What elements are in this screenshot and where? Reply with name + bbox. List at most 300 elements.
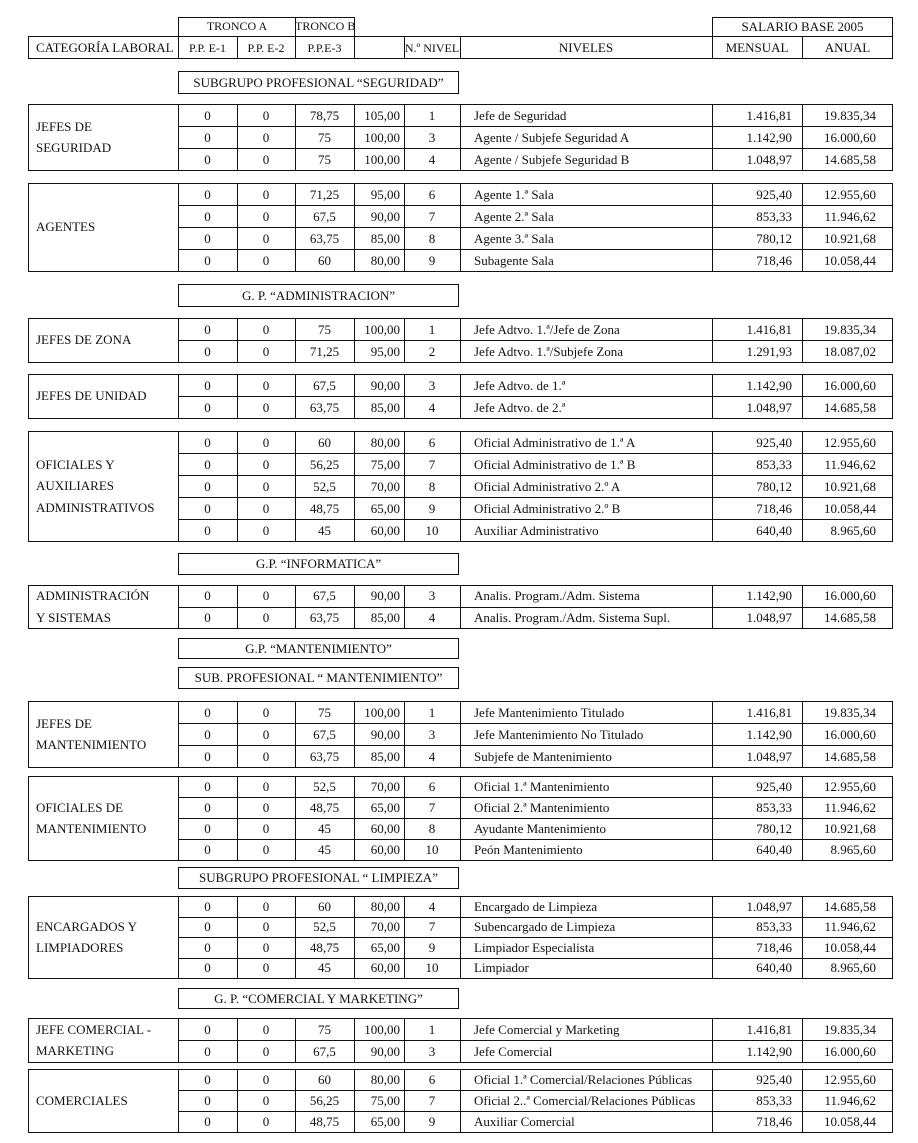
header-anual: ANUAL [824,40,871,55]
nivel-name-cell: Ayudante Mantenimiento [474,821,607,836]
ppe2-cell: 0 [262,523,270,538]
anual-cell: 12.955,60 [824,779,876,794]
nivel-name-cell: Oficial 2.ª Mantenimiento [474,800,610,815]
nivel-cell: 8 [428,821,436,836]
header-ppe2: P.P. E-2 [247,41,285,55]
mensual-cell: 853,33 [756,800,792,815]
total-cell: 85,00 [370,610,400,625]
row-line [178,937,893,938]
mensual-cell: 780,12 [756,821,792,836]
anual-cell: 8.965,60 [830,523,876,538]
nivel-name-cell: Jefe Comercial [474,1044,553,1059]
mensual-cell: 1.048,97 [746,610,792,625]
ppe1-cell: 0 [204,1022,211,1037]
category-label: COMERCIALES [36,1093,128,1108]
ppe2-cell: 0 [262,400,270,415]
anual-cell: 11.946,62 [824,1093,876,1108]
ppe2-cell: 0 [262,187,270,202]
row-line [178,797,893,798]
ppe3-cell: 45 [318,960,331,975]
mensual-cell: 640,40 [756,842,792,857]
category-label: OFICIALES DE [36,800,124,815]
mensual-cell: 853,33 [756,209,792,224]
nivel-cell: 9 [428,940,436,955]
total-cell: 90,00 [370,209,400,224]
nivel-cell: 9 [428,1114,436,1129]
category-label: OFICIALES Y [36,457,115,472]
ppe3-cell: 56,25 [309,457,340,472]
anual-cell: 16.000,60 [824,727,876,742]
total-cell: 60,00 [370,821,400,836]
ppe1-cell: 0 [204,919,211,934]
anual-cell: 16.000,60 [824,588,876,603]
nivel-cell: 7 [428,457,436,472]
total-cell: 90,00 [370,378,400,393]
nivel-cell: 9 [428,253,436,268]
nivel-name-cell: Oficial 1.ª Mantenimiento [474,779,610,794]
mensual-cell: 853,33 [756,457,792,472]
ppe3-cell: 71,25 [309,344,340,359]
ppe3-cell: 48,75 [309,940,340,955]
category-label: LIMPIADORES [36,940,124,955]
row-line [178,745,893,746]
ppe3-cell: 63,75 [309,400,340,415]
category-label: ENCARGADOS Y [36,919,137,934]
mensual-cell: 718,46 [756,1114,792,1129]
total-cell: 100,00 [364,130,400,145]
nivel-name-cell: Oficial Administrativo de 1.ª B [474,457,636,472]
mensual-cell: 1.142,90 [746,588,792,603]
subgroup-sub-mantenimiento: SUB. PROFESIONAL “ MANTENIMIENTO” [178,667,459,689]
anual-cell: 10.058,44 [824,501,876,516]
ppe3-cell: 67,5 [313,378,336,393]
category-label: Y SISTEMAS [36,610,112,625]
ppe2-cell: 0 [262,231,270,246]
total-cell: 70,00 [370,919,400,934]
mensual-cell: 780,12 [756,479,792,494]
ppe2-cell: 0 [262,842,270,857]
row-line [178,148,893,149]
ppe2-cell: 0 [262,821,270,836]
ppe3-cell: 45 [318,842,331,857]
row-line [178,839,893,840]
category-label: JEFES DE [36,716,92,731]
category-label: JEFE COMERCIAL - [36,1022,152,1037]
row-line [178,205,893,206]
nivel-name-cell: Agente / Subjefe Seguridad B [474,152,630,167]
ppe2-cell: 0 [262,378,270,393]
mensual-cell: 1.048,97 [746,152,792,167]
mensual-cell: 1.048,97 [746,899,792,914]
nivel-name-cell: Analis. Program./Adm. Sistema Supl. [474,610,671,625]
nivel-name-cell: Limpiador [474,960,529,975]
nivel-name-cell: Subjefe de Mantenimiento [474,749,612,764]
total-cell: 80,00 [370,253,400,268]
nivel-name-cell: Agente 2.ª Sala [474,209,554,224]
total-cell: 100,00 [364,705,400,720]
total-cell: 70,00 [370,779,400,794]
mensual-cell: 780,12 [756,231,792,246]
ppe1-cell: 0 [204,588,211,603]
total-cell: 90,00 [370,727,400,742]
mensual-cell: 640,40 [756,523,792,538]
ppe2-cell: 0 [262,152,270,167]
ppe3-cell: 75 [318,705,331,720]
total-cell: 70,00 [370,479,400,494]
row-line [178,227,893,228]
nivel-cell: 7 [428,209,436,224]
nivel-cell: 3 [428,1044,436,1059]
anual-cell: 11.946,62 [824,800,876,815]
mensual-cell: 718,46 [756,940,792,955]
anual-cell: 11.946,62 [824,457,876,472]
mensual-cell: 718,46 [756,253,792,268]
nivel-name-cell: Oficial Administrativo 2.º B [474,501,621,516]
total-cell: 90,00 [370,1044,400,1059]
total-cell: 80,00 [370,899,400,914]
mensual-cell: 1.048,97 [746,749,792,764]
anual-cell: 11.946,62 [824,919,876,934]
header-niveles: NIVELES [558,40,614,55]
total-cell: 100,00 [364,1022,400,1037]
ppe1-cell: 0 [204,501,211,516]
nivel-cell: 9 [428,501,436,516]
anual-cell: 16.000,60 [824,1044,876,1059]
nivel-cell: 8 [428,479,436,494]
ppe2-cell: 0 [262,1022,270,1037]
total-cell: 60,00 [370,960,400,975]
mensual-cell: 640,40 [756,960,792,975]
ppe3-cell: 45 [318,821,331,836]
ppe2-cell: 0 [262,779,270,794]
ppe1-cell: 0 [204,899,211,914]
nivel-cell: 1 [428,1022,436,1037]
mensual-cell: 1.416,81 [746,1022,792,1037]
ppe2-cell: 0 [262,1093,270,1108]
anual-cell: 19.835,34 [824,705,876,720]
ppe1-cell: 0 [204,800,211,815]
ppe1-cell: 0 [204,253,211,268]
nivel-name-cell: Subencargado de Limpieza [474,919,616,934]
total-cell: 95,00 [370,187,400,202]
total-cell: 85,00 [370,400,400,415]
anual-cell: 19.835,34 [824,322,876,337]
ppe3-cell: 63,75 [309,610,340,625]
anual-cell: 12.955,60 [824,435,876,450]
ppe2-cell: 0 [262,1072,270,1087]
nivel-cell: 4 [428,400,436,415]
category-label: MANTENIMIENTO [36,737,147,752]
mensual-cell: 1.142,90 [746,130,792,145]
ppe1-cell: 0 [204,1044,211,1059]
ppe3-cell: 67,5 [313,1044,336,1059]
anual-cell: 10.058,44 [824,1114,876,1129]
anual-cell: 14.685,58 [824,400,876,415]
nivel-name-cell: Jefe Adtvo. de 2.ª [474,400,566,415]
ppe3-cell: 48,75 [309,501,340,516]
ppe2-cell: 0 [262,705,270,720]
ppe1-cell: 0 [204,152,211,167]
anual-cell: 11.946,62 [824,209,876,224]
nivel-name-cell: Peón Mantenimiento [474,842,583,857]
anual-cell: 18.087,02 [824,344,876,359]
ppe1-cell: 0 [204,1114,211,1129]
ppe1-cell: 0 [204,378,211,393]
mensual-cell: 1.142,90 [746,1044,792,1059]
nivel-cell: 7 [428,919,436,934]
ppe2-cell: 0 [262,435,270,450]
ppe2-cell: 0 [262,130,270,145]
mensual-cell: 925,40 [756,1072,792,1087]
total-cell: 65,00 [370,800,400,815]
ppe3-cell: 48,75 [309,800,340,815]
nivel-cell: 6 [428,187,436,202]
nivel-cell: 3 [428,378,436,393]
ppe1-cell: 0 [204,457,211,472]
nivel-cell: 3 [428,130,436,145]
ppe1-cell: 0 [204,940,211,955]
ppe1-cell: 0 [204,749,211,764]
row-line [178,917,893,918]
anual-cell: 14.685,58 [824,899,876,914]
nivel-name-cell: Limpiador Especialista [474,940,595,955]
ppe1-cell: 0 [204,523,211,538]
mensual-cell: 1.142,90 [746,378,792,393]
subgroup-informatica: G.P. “INFORMATICA” [178,553,459,575]
mensual-cell: 853,33 [756,919,792,934]
total-cell: 90,00 [370,588,400,603]
column-line [460,431,461,541]
anual-cell: 19.835,34 [824,108,876,123]
column-line [460,1069,461,1132]
ppe3-cell: 67,5 [313,588,336,603]
total-cell: 100,00 [364,322,400,337]
ppe3-cell: 60 [318,1072,331,1087]
nivel-name-cell: Analis. Program./Adm. Sistema [474,588,640,603]
nivel-name-cell: Jefe Comercial y Marketing [474,1022,620,1037]
mensual-cell: 925,40 [756,779,792,794]
subgroup-limpieza: SUBGRUPO PROFESIONAL “ LIMPIEZA” [178,867,459,889]
mensual-cell: 1.291,93 [746,344,792,359]
nivel-cell: 6 [428,435,436,450]
mensual-cell: 853,33 [756,1093,792,1108]
ppe2-cell: 0 [262,919,270,934]
ppe3-cell: 75 [318,130,331,145]
nivel-name-cell: Jefe Adtvo. de 1.ª [474,378,566,393]
anual-cell: 10.058,44 [824,940,876,955]
mensual-cell: 1.142,90 [746,727,792,742]
ppe2-cell: 0 [262,588,270,603]
row-line [178,519,893,520]
ppe2-cell: 0 [262,253,270,268]
mensual-cell: 1.416,81 [746,705,792,720]
ppe2-cell: 0 [262,322,270,337]
total-cell: 105,00 [364,108,400,123]
row-line [178,818,893,819]
nivel-name-cell: Auxiliar Administrativo [474,523,599,538]
ppe3-cell: 75 [318,152,331,167]
total-cell: 100,00 [364,152,400,167]
mensual-cell: 925,40 [756,435,792,450]
total-cell: 85,00 [370,749,400,764]
ppe1-cell: 0 [204,231,211,246]
ppe2-cell: 0 [262,209,270,224]
row-line [178,396,893,397]
nivel-cell: 10 [425,842,439,857]
nivel-cell: 10 [425,523,439,538]
total-cell: 65,00 [370,940,400,955]
nivel-cell: 2 [428,344,436,359]
anual-cell: 19.835,34 [824,1022,876,1037]
ppe1-cell: 0 [204,435,211,450]
total-cell: 75,00 [370,1093,400,1108]
row-line [178,249,893,250]
total-cell: 95,00 [370,344,400,359]
anual-cell: 12.955,60 [824,187,876,202]
nivel-cell: 8 [428,231,436,246]
nivel-name-cell: Subagente Sala [474,253,554,268]
ppe2-cell: 0 [262,727,270,742]
ppe3-cell: 63,75 [309,231,340,246]
ppe1-cell: 0 [204,705,211,720]
ppe3-cell: 63,75 [309,749,340,764]
nivel-cell: 4 [428,749,436,764]
category-label: AUXILIARES [36,478,114,493]
salario-label: SALARIO BASE 2005 [741,19,864,34]
row-line [178,607,893,608]
category-label: JEFES DE UNIDAD [36,388,147,403]
ppe3-cell: 60 [318,253,331,268]
anual-cell: 12.955,60 [824,1072,876,1087]
ppe1-cell: 0 [204,1093,211,1108]
row-line [178,126,893,127]
ppe3-cell: 52,5 [313,479,336,494]
ppe2-cell: 0 [262,940,270,955]
ppe3-cell: 75 [318,1022,331,1037]
nivel-name-cell: Encargado de Limpieza [474,899,598,914]
nivel-cell: 4 [428,899,436,914]
header-ppe1: P.P. E-1 [188,41,226,55]
ppe1-cell: 0 [204,727,211,742]
ppe3-cell: 78,75 [309,108,340,123]
category-label: JEFES DE ZONA [36,332,132,347]
nivel-cell: 3 [428,727,436,742]
nivel-cell: 7 [428,800,436,815]
tronco-b-label: TRONCO B [295,19,356,33]
ppe1-cell: 0 [204,322,211,337]
nivel-name-cell: Jefe de Seguridad [474,108,567,123]
total-cell: 85,00 [370,231,400,246]
ppe3-cell: 60 [318,899,331,914]
ppe1-cell: 0 [204,108,211,123]
nivel-name-cell: Agente / Subjefe Seguridad A [474,130,630,145]
ppe3-cell: 71,25 [309,187,340,202]
ppe2-cell: 0 [262,610,270,625]
category-label: MARKETING [36,1043,114,1058]
total-cell: 65,00 [370,1114,400,1129]
ppe3-cell: 75 [318,322,331,337]
nivel-name-cell: Jefe Mantenimiento Titulado [474,705,625,720]
ppe1-cell: 0 [204,960,211,975]
ppe3-cell: 56,25 [309,1093,340,1108]
nivel-cell: 4 [428,610,436,625]
ppe2-cell: 0 [262,479,270,494]
total-cell: 75,00 [370,457,400,472]
nivel-cell: 6 [428,779,436,794]
row-line [178,958,893,959]
ppe3-cell: 45 [318,523,331,538]
anual-cell: 14.685,58 [824,610,876,625]
row-line [178,497,893,498]
ppe1-cell: 0 [204,842,211,857]
ppe2-cell: 0 [262,749,270,764]
nivel-name-cell: Jefe Adtvo. 1.ª/Jefe de Zona [474,322,620,337]
nivel-cell: 4 [428,152,436,167]
ppe1-cell: 0 [204,344,211,359]
total-cell: 80,00 [370,1072,400,1087]
category-label: AGENTES [36,219,96,234]
category-label: SEGURIDAD [36,140,112,155]
total-cell: 80,00 [370,435,400,450]
ppe3-cell: 48,75 [309,1114,340,1129]
header-ppe3: P.P.E-3 [307,41,342,55]
subgroup-seguridad: SUBGRUPO PROFESIONAL “SEGURIDAD” [178,71,459,94]
anual-cell: 16.000,60 [824,130,876,145]
ppe3-cell: 52,5 [313,779,336,794]
row-line [178,1111,893,1112]
total-cell: 60,00 [370,842,400,857]
row-line [178,475,893,476]
nivel-cell: 1 [428,705,436,720]
nivel-name-cell: Auxiliar Comercial [474,1114,575,1129]
ppe2-cell: 0 [262,344,270,359]
anual-cell: 10.921,68 [824,231,876,246]
header-nivel-num: N.º NIVEL [404,41,460,55]
ppe1-cell: 0 [204,130,211,145]
nivel-name-cell: Agente 3.ª Sala [474,231,554,246]
mensual-cell: 1.048,97 [746,400,792,415]
ppe3-cell: 60 [318,435,331,450]
nivel-cell: 3 [428,588,436,603]
ppe1-cell: 0 [204,400,211,415]
mensual-cell: 1.416,81 [746,108,792,123]
ppe1-cell: 0 [204,187,211,202]
column-line [460,104,461,170]
nivel-name-cell: Oficial 1.ª Comercial/Relaciones Públicas [474,1072,693,1087]
row-line [178,340,893,341]
header-categoria: CATEGORÍA LABORAL [36,40,174,55]
nivel-cell: 10 [425,960,439,975]
ppe1-cell: 0 [204,610,211,625]
nivel-name-cell: Oficial 2..ª Comercial/Relaciones Públicas [474,1093,696,1108]
nivel-name-cell: Agente 1.ª Sala [474,187,554,202]
total-cell: 65,00 [370,501,400,516]
subgroup-mantenimiento: G.P. “MANTENIMIENTO” [178,638,459,659]
row-line [178,453,893,454]
mensual-cell: 1.416,81 [746,322,792,337]
row-line [178,723,893,724]
anual-cell: 16.000,60 [824,378,876,393]
anual-cell: 14.685,58 [824,152,876,167]
subgroup-administracion: G. P. “ADMINISTRACION” [178,284,459,307]
anual-cell: 8.965,60 [830,842,876,857]
nivel-name-cell: Oficial Administrativo 2.º A [474,479,621,494]
anual-cell: 10.058,44 [824,253,876,268]
ppe3-cell: 67,5 [313,727,336,742]
nivel-cell: 1 [428,322,436,337]
anual-cell: 14.685,58 [824,749,876,764]
anual-cell: 10.921,68 [824,821,876,836]
